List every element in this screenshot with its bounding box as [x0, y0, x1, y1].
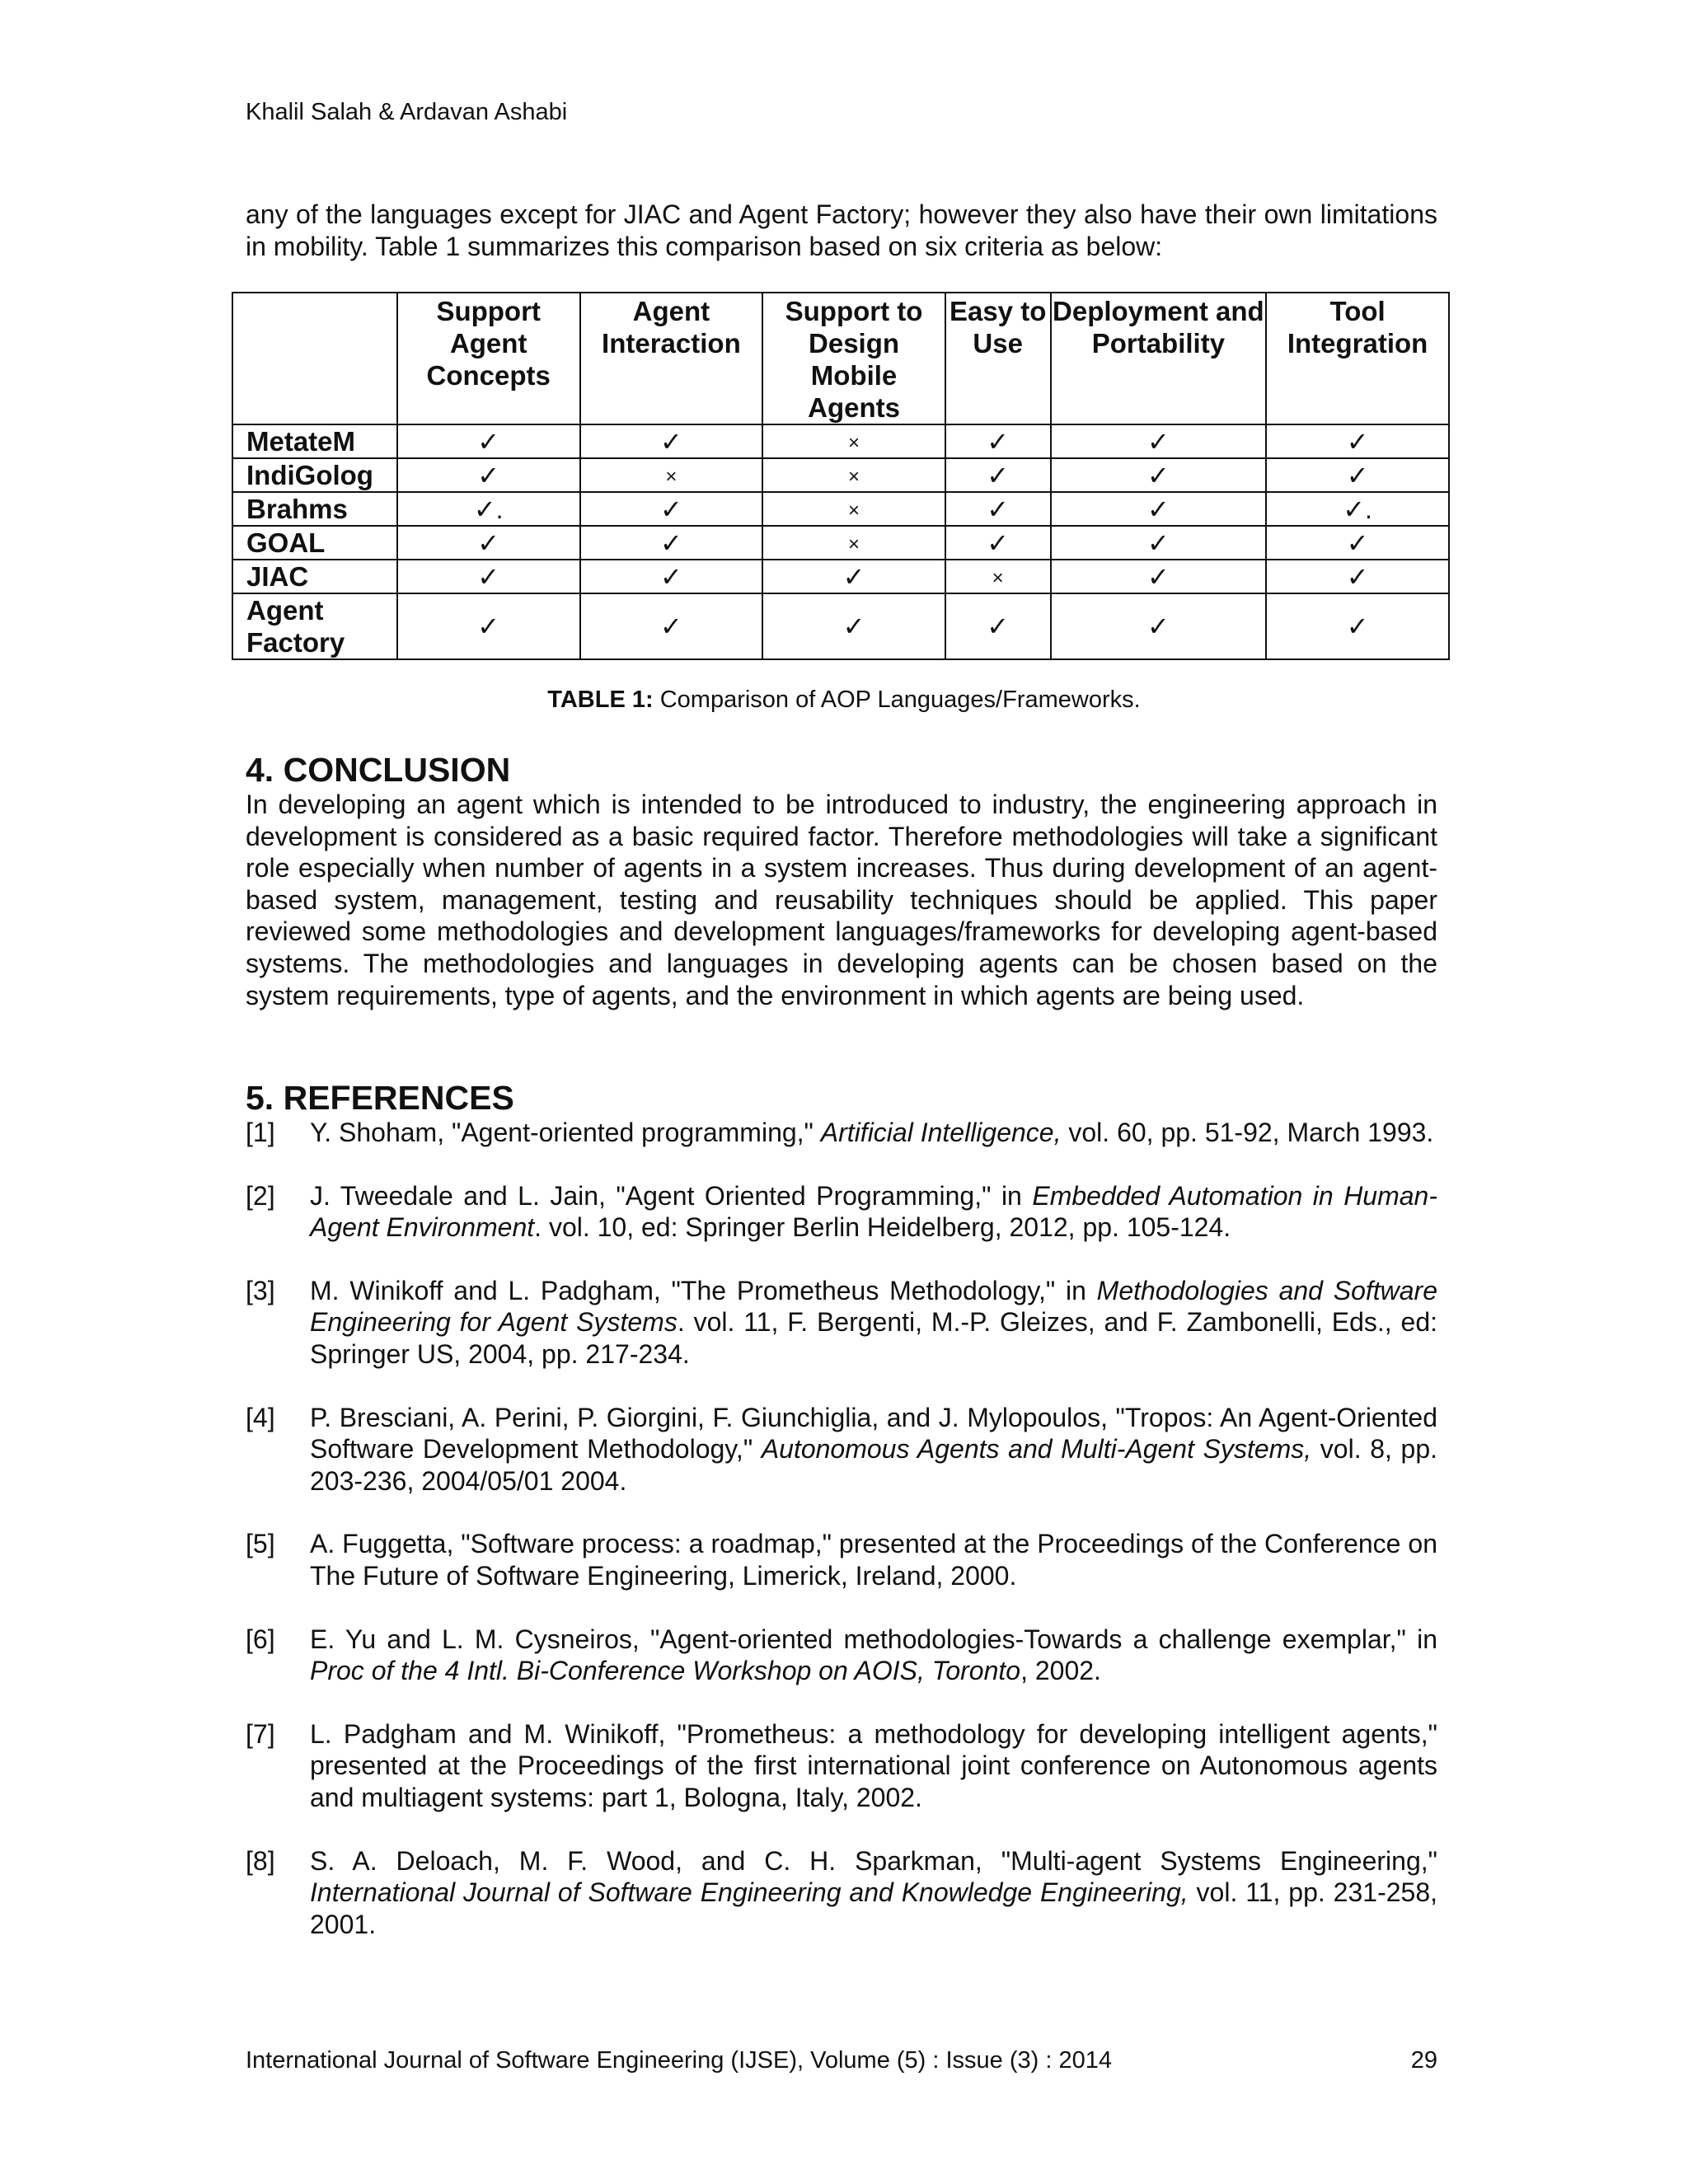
table-cell [580, 560, 763, 593]
table-row [232, 526, 1449, 560]
check-icon: ✓ [1346, 426, 1369, 457]
row-header: IndiGolog [232, 458, 397, 492]
reference-number: [8] [246, 1845, 275, 1876]
table-cell [945, 593, 1051, 659]
check-icon: ✓ [987, 426, 1010, 457]
table-cell [1266, 424, 1449, 458]
column-header: Support to Design Mobile Agents [762, 293, 945, 424]
table-cell [397, 526, 580, 560]
check-icon: ✓ [477, 612, 500, 641]
table-cell [945, 458, 1051, 492]
check-icon: ✓ [477, 527, 500, 558]
check-icon: ✓ [1146, 561, 1170, 592]
check-icon: ✓ [987, 527, 1010, 558]
row-header: MetateM [232, 424, 397, 458]
reference-details: vol. 60, pp. 51-92, March 1993. [1061, 1118, 1434, 1147]
reference-number: [5] [246, 1529, 275, 1559]
table-cell [1266, 492, 1449, 526]
table-cell [945, 424, 1051, 458]
table-row [232, 492, 1449, 526]
row-header: JIAC [232, 560, 397, 593]
table-cell [1266, 458, 1449, 492]
table-row [232, 424, 1449, 458]
table-cell [762, 526, 945, 560]
check-icon: ✓ [477, 460, 500, 490]
reference-item [246, 1275, 1437, 1371]
reference-text: P. Bresciani, A. Perini, P. Giorgini, F. Giunchiglia, and J. Mylopoulos, "Tropos: An Agent-Oriented Software Development Methodology," [310, 1402, 1437, 1465]
table-cell [945, 492, 1051, 526]
cross-icon: × [848, 499, 860, 522]
check-icon: ✓ [1346, 561, 1369, 592]
table-cell [397, 593, 580, 659]
cross-icon: × [848, 532, 860, 555]
table-cell [762, 424, 945, 458]
table-cell [397, 424, 580, 458]
check-icon: ✓ [1146, 494, 1170, 524]
check-icon: ✓ [1146, 460, 1170, 490]
reference-venue: Methodologies and Software Engineering for Agent Systems [310, 1275, 1437, 1338]
table-cell [397, 458, 580, 492]
check-icon: ✓ [1346, 460, 1369, 490]
check-partial-icon: ✓. [1343, 494, 1372, 524]
table-cell [1051, 560, 1267, 593]
check-icon: ✓ [987, 612, 1010, 641]
table-cell [580, 526, 763, 560]
check-icon: ✓ [842, 561, 865, 592]
reference-details: vol. 8, pp. 203-236, 2004/05/01 2004. [310, 1434, 1438, 1496]
table-cell [1266, 526, 1449, 560]
reference-text: A. Fuggetta, "Software process: a roadmap," presented at the Proceedings of the Conference on The Future of Software Engineering, Limerick, Ireland, 2000. [310, 1529, 1437, 1591]
reference-venue: International Journal of Software Engineering and Knowledge Engineering, [310, 1877, 1189, 1908]
check-icon: ✓ [477, 561, 500, 592]
check-icon: ✓ [659, 494, 682, 524]
table-header-row [232, 293, 1449, 424]
table-row [232, 458, 1449, 492]
check-icon: ✓ [987, 460, 1010, 490]
table-cell [1266, 593, 1449, 659]
reference-number: [2] [246, 1180, 275, 1211]
table-cell [762, 458, 945, 492]
table-cell [762, 560, 945, 593]
reference-number: [4] [246, 1402, 275, 1432]
table-cell [580, 424, 763, 458]
column-header: Tool Integration [1266, 293, 1449, 424]
table-cell [1051, 424, 1267, 458]
check-icon: ✓ [987, 494, 1010, 524]
reference-number: [6] [246, 1624, 275, 1654]
reference-details: , 2002. [1020, 1656, 1101, 1686]
check-icon: ✓ [842, 612, 865, 641]
table-cell [945, 560, 1051, 593]
column-header: Easy to Use [945, 293, 1051, 424]
reference-text: E. Yu and L. M. Cysneiros, "Agent-oriented methodologies-Towards a challenge exemplar," in [310, 1624, 1437, 1654]
conclusion-heading: 4. CONCLUSION [246, 751, 511, 789]
cross-icon: × [848, 431, 860, 454]
check-icon: ✓ [1346, 612, 1369, 641]
table-cell [397, 492, 580, 526]
table-cell [1051, 526, 1267, 560]
check-partial-icon: ✓. [473, 494, 504, 524]
reference-text: M. Winikoff and L. Padgham, "The Prometheus Methodology," in [310, 1275, 1097, 1305]
comparison-table [232, 292, 1450, 660]
row-header: Agent Factory [232, 593, 397, 659]
reference-text: S. A. Deloach, M. F. Wood, and C. H. Sparkman, "Multi-agent Systems Engineering," [310, 1845, 1437, 1876]
row-header: GOAL [232, 526, 397, 560]
table-cell [1051, 458, 1267, 492]
table-caption [0, 685, 1688, 715]
references-list [246, 1117, 1437, 1971]
check-icon: ✓ [1146, 612, 1170, 641]
check-icon: ✓ [1146, 426, 1170, 457]
reference-venue: Embedded Automation in Human-Agent Environment [310, 1180, 1438, 1243]
references-heading: 5. REFERENCES [246, 1079, 514, 1117]
reference-venue: Proc of the 4 Intl. Bi-Conference Workshop on AOIS, Toronto [310, 1656, 1021, 1686]
check-icon: ✓ [659, 426, 682, 457]
table-cell [1051, 593, 1267, 659]
column-header: Deployment and Portability [1051, 293, 1267, 424]
table-cell [762, 593, 945, 659]
reference-number: [7] [246, 1718, 275, 1749]
reference-number: [1] [246, 1118, 275, 1147]
table-caption-label: TABLE 1: [547, 687, 654, 713]
table-cell [580, 458, 763, 492]
reference-details: . vol. 10, ed: Springer Berlin Heidelberg, 2012, pp. 105-124. [534, 1212, 1231, 1243]
table-cell [762, 492, 945, 526]
table-cell [397, 560, 580, 593]
column-header: Agent Interaction [580, 293, 763, 424]
table-row [232, 560, 1449, 593]
check-icon: ✓ [1346, 527, 1369, 558]
row-header: Brahms [232, 492, 397, 526]
running-head: Khalil Salah & Ardavan Ashabi [246, 99, 568, 125]
column-header: Support Agent Concepts [397, 293, 580, 424]
table-cell [945, 526, 1051, 560]
reference-text: L. Padgham and M. Winikoff, "Prometheus: a methodology for developing intelligent agents," presented at the Proceedings of the first international joint conference on Autonomous agents and multiagent systems: part 1, Bologna, Italy, 2002. [310, 1718, 1437, 1812]
table-cell [580, 593, 763, 659]
reference-details: vol. 11, pp. 231-258, 2001. [310, 1877, 1438, 1939]
table-caption-text: Comparison of AOP Languages/Frameworks. [653, 687, 1141, 713]
reference-item [246, 1180, 1437, 1244]
table-body [232, 424, 1449, 659]
reference-item [246, 1528, 1437, 1591]
check-icon: ✓ [659, 527, 682, 558]
table-cell [1266, 560, 1449, 593]
reference-venue: Autonomous Agents and Multi-Agent Systems, [761, 1434, 1312, 1465]
reference-item [246, 1845, 1437, 1941]
reference-text: Y. Shoham, "Agent-oriented programming," [310, 1118, 821, 1147]
reference-item [246, 1117, 1437, 1149]
table-cell [580, 492, 763, 526]
conclusion-paragraph: In developing an agent which is intended to be introduced to industry, the engineering approach in development is considered as a basic required factor. Therefore methodologies will take a significant role especially when number of agents in a system increases. Thus during development of an agent-based system, management, testing and reusability techniques should be applied. This paper reviewed some methodologies and development languages/frameworks for developing agent-based systems. The methodologies and languages in developing agents can be chosen based on the system requirements, type of agents, and the environment in which agents are being used. [246, 790, 1437, 1010]
reference-item [246, 1718, 1437, 1814]
reference-item [246, 1624, 1437, 1687]
reference-details: . vol. 11, F. Bergenti, M.-P. Gleizes, and F. Zambonelli, Eds., ed: Springer US, 2004, pp. 217-234. [310, 1307, 1438, 1369]
table-corner-cell [232, 293, 397, 424]
cross-icon: × [665, 465, 678, 488]
reference-text: J. Tweedale and L. Jain, "Agent Oriented Programming," in [310, 1180, 1033, 1211]
check-icon: ✓ [659, 561, 682, 592]
page-number: 29 [1410, 2047, 1437, 2074]
table-cell [1051, 492, 1267, 526]
reference-number: [3] [246, 1275, 275, 1305]
intro-paragraph: any of the languages except for JIAC and Agent Factory; however they also have their own limitations in mobility. Table 1 summarizes this comparison based on six criteria as below: [246, 199, 1437, 261]
check-icon: ✓ [1146, 527, 1170, 558]
reference-venue: Artificial Intelligence, [820, 1118, 1062, 1147]
cross-icon: × [848, 465, 860, 488]
footer-journal: International Journal of Software Engineering (IJSE), Volume (5) : Issue (3) : 2014 [246, 2047, 1112, 2074]
table-row [232, 593, 1449, 659]
reference-item [246, 1402, 1437, 1497]
check-icon: ✓ [659, 612, 682, 641]
check-icon: ✓ [477, 426, 500, 457]
cross-icon: × [992, 566, 1004, 589]
